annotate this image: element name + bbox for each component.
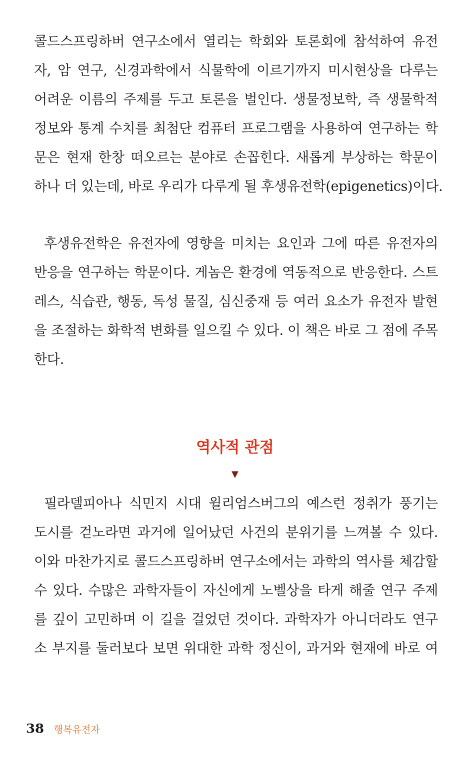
text-line: 정보와 통계 수치를 최첨단 컴퓨터 프로그램을 사용하여 연구하는 학 (34, 121, 438, 137)
paragraph-2 (34, 230, 438, 375)
text-line: 도시를 걷노라면 과거에 일어났던 사건의 분위기를 느껴볼 수 있다. (34, 525, 438, 541)
text-line: 이와 마찬가지로 콜드스프링하버 연구소에서는 과학의 역사를 체감할 (34, 554, 438, 570)
running-title: 행복유전자 (53, 725, 100, 736)
triangle-down-icon: ▼ (231, 470, 239, 480)
text-line: 후생유전학은 유전자에 영향을 미치는 요인과 그에 따른 유전자의 (44, 236, 438, 252)
text-line: 문은 현재 한창 떠오르는 분야로 손꼽힌다. 새롭게 부상하는 학문이 (34, 150, 438, 166)
text-line: 소 부지를 둘러보다 보면 위대한 과학 정신이, 과거와 현재에 바로 여 (34, 641, 438, 657)
text-line: 한다. (34, 352, 64, 368)
paragraph-3 (34, 490, 438, 664)
text-line: 어려운 이름의 주제를 두고 토론을 벌인다. 생물정보학, 즉 생물학적 (34, 92, 438, 108)
text-line: 수 있다. 수많은 과학자들이 자신에게 노벨상을 타게 해줄 연구 주제 (34, 583, 438, 599)
text-line: 레스, 식습관, 행동, 독성 물질, 심신중재 등 여러 요소가 유전자 발현 (34, 294, 438, 310)
text-line: 을 조절하는 화학적 변화를 일으킬 수 있다. 이 책은 바로 그 점에 주목 (34, 323, 438, 339)
text-line: 반응을 연구하는 학문이다. 게놈은 환경에 역동적으로 반응한다. 스트 (34, 265, 438, 281)
page-number: 38 (26, 722, 45, 737)
section-heading: 역사적 관점 (196, 438, 274, 456)
text-line: 콜드스프링하버 연구소에서 열리는 학회와 토론회에 참석하여 유전 (34, 34, 438, 50)
text-line: 하나 더 있는데, 바로 우리가 다루게 될 후생유전학(epigenetics)이다. (34, 179, 443, 195)
text-line: 자, 암 연구, 신경과학에서 식물학에 이르기까지 미시현상을 다루는 (34, 63, 438, 79)
page-footer (26, 722, 100, 737)
text-line: 를 깊이 고민하며 이 길을 걸었던 것이다. 과학자가 아니더라도 연구 (34, 612, 438, 628)
paragraph-1 (34, 28, 443, 202)
text-line: 필라델피아나 식민지 시대 윌리엄스버그의 예스런 정취가 풍기는 (44, 496, 438, 512)
